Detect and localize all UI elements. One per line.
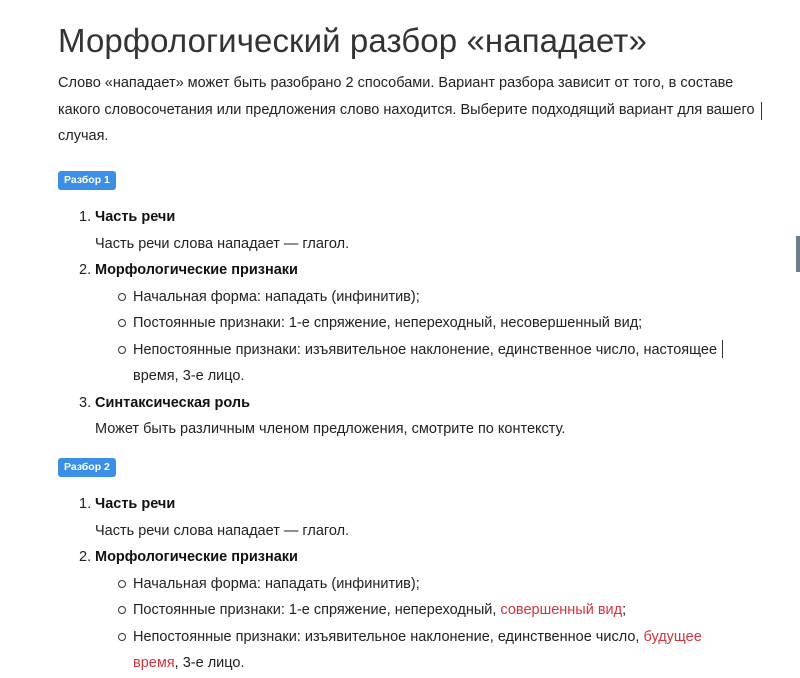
feature-initial-form: Начальная форма: нападать (инфинитив); xyxy=(95,284,770,311)
list-number: 2. xyxy=(79,262,92,278)
list-item-syntactic-role xyxy=(58,390,770,443)
feature-text: Непостоянные признаки: изъявительное наклонение, единственное число, xyxy=(133,628,644,645)
list-item-part-of-speech xyxy=(58,491,770,544)
feature-highlight: будущее время xyxy=(133,628,702,671)
list-number: 3. xyxy=(79,394,92,411)
parse-2-badge: Разбор 2 xyxy=(58,458,116,477)
text-cursor xyxy=(761,102,762,120)
parse-1-badge: Разбор 1 xyxy=(58,171,116,190)
parse-2-list xyxy=(58,491,770,677)
list-number: 1. xyxy=(79,209,92,225)
feature-variable xyxy=(95,624,770,677)
list-item-part-of-speech xyxy=(58,204,770,257)
features-list xyxy=(95,284,770,390)
scrollbar-thumb[interactable] xyxy=(796,236,800,272)
section-heading: Часть речи xyxy=(95,496,176,512)
section-heading: Морфологические признаки xyxy=(95,549,298,565)
feature-constant xyxy=(95,597,770,624)
feature-text: Непостоянные признаки: изъявительное наклонение, единственное число, настоящее время, 3-е лицо. xyxy=(133,341,718,384)
feature-initial-form: Начальная форма: нападать (инфинитив); xyxy=(95,571,770,598)
feature-text: Постоянные признаки: 1-е спряжение, непереходный, xyxy=(133,602,501,618)
list-item-morph-features xyxy=(58,544,770,677)
list-number: 2. xyxy=(79,549,92,565)
page-title: Морфологический разбор «нападает» xyxy=(58,22,647,59)
text-cursor xyxy=(722,340,723,358)
section-heading: Морфологические признаки xyxy=(95,262,298,278)
intro-paragraph: Слово «нападает» может быть разобрано 2 способами. Вариант разбора зависит от того, в составе какого словосочетания или предложения слово находится. Выберите подходящий вариант для вашего случая. xyxy=(58,75,755,144)
features-list xyxy=(95,571,770,677)
feature-variable xyxy=(95,337,770,390)
section-text: Может быть различным членом предложения, смотрите по контексту. xyxy=(95,421,566,437)
feature-text: ; xyxy=(622,602,627,618)
parse-1-list xyxy=(58,204,770,443)
list-number: 1. xyxy=(79,496,92,512)
section-heading: Часть речи xyxy=(95,209,176,225)
feature-text: Постоянные признаки: 1-е спряжение, непереходный, несовершенный вид; xyxy=(133,315,643,331)
list-item-morph-features xyxy=(58,257,770,390)
feature-highlight: совершенный вид xyxy=(500,602,623,618)
feature-text: , 3-е лицо. xyxy=(174,655,245,671)
section-text: Часть речи слова нападает — глагол. xyxy=(95,522,350,539)
feature-constant xyxy=(95,310,770,337)
section-text: Часть речи слова нападает — глагол. xyxy=(95,235,350,252)
section-heading: Синтаксическая роль xyxy=(95,394,250,411)
